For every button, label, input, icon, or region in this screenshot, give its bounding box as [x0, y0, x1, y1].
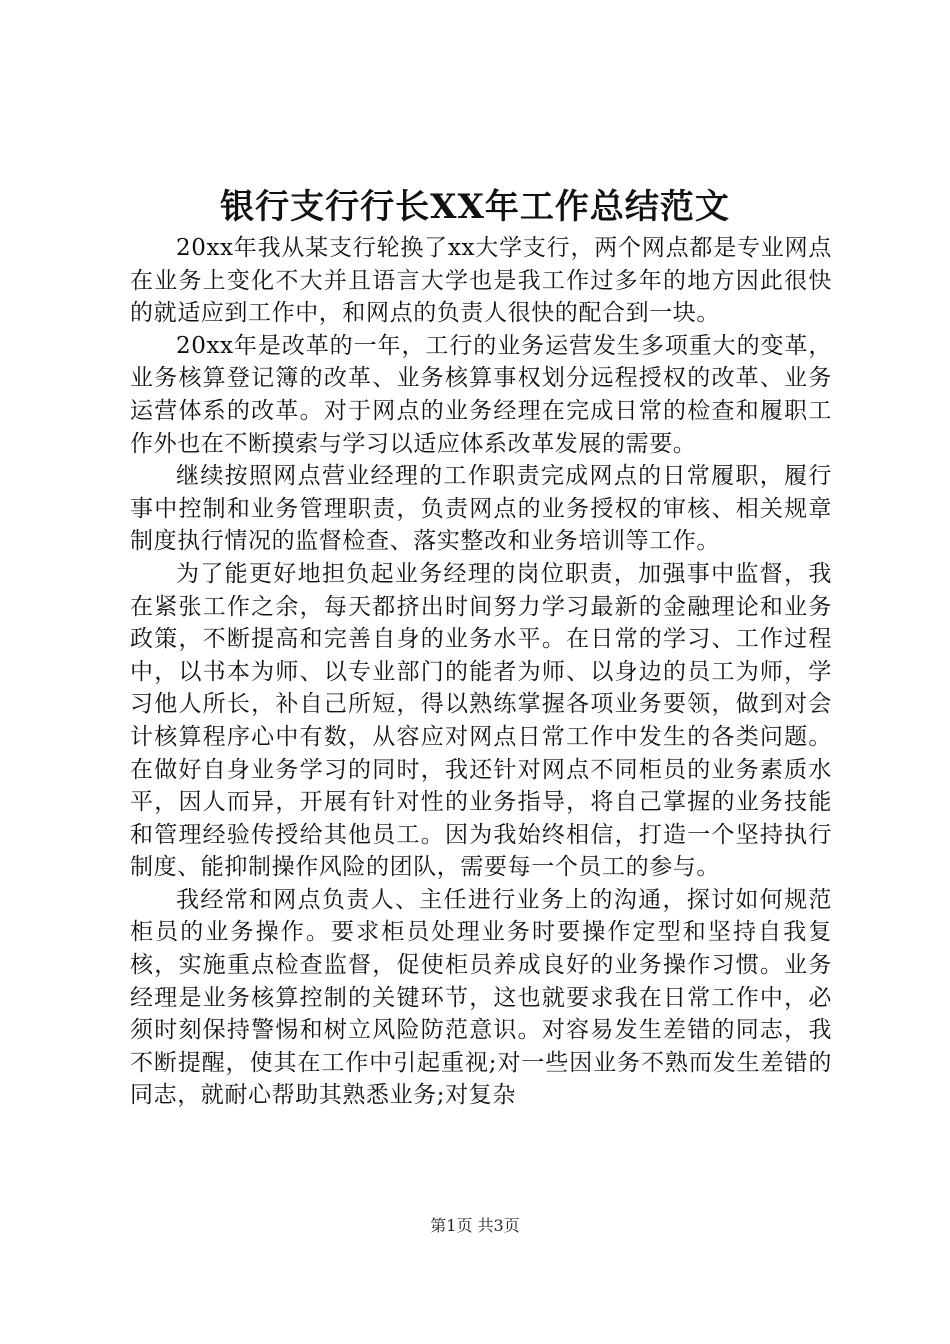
paragraph-5: 我经常和网点负责人、主任进行业务上的沟通，探讨如何规范柜员的业务操作。要求柜员处理业务时要操作定型和坚持自我复核，实施重点检查监督，促使柜员养成良好的业务操作习惯。业务经理是业务核算控制的关键环节，这也就要求我在日常工作中，必须时刻保持警惕和树立风险防范意识。对容易发生差错的同志，我不断提醒，使其在工作中引起重视;对一些因业务不熟而发生差错的同志，就耐心帮助其熟悉业务;对复杂 [130, 886, 832, 1109]
paragraph-1: 20xx年我从某支行轮换了xx大学支行，两个网点都是专业网点在业务上变化不大并且语言大学也是我工作过多年的地方因此很快的就适应到工作中，和网点的负责人很快的配合到一块。 [130, 235, 832, 327]
paragraph-3: 继续按照网点营业经理的工作职责完成网点的日常履职，履行事中控制和业务管理职责，负责网点的业务授权的审核、相关规章制度执行情况的监督检查、落实整改和业务培训等工作。 [130, 463, 832, 555]
page-number-footer: 第1页 共3页 [430, 1216, 520, 1235]
document-title: 银行支行行长XX年工作总结范文 [220, 187, 730, 227]
document-body [130, 232, 832, 1112]
paragraph-2: 20xx年是改革的一年，工行的业务运营发生多项重大的变革，业务核算登记簿的改革、业务核算事权划分远程授权的改革、业务运营体系的改革。对于网点的业务经理在完成日常的检查和履职工作外也在不断摸索与学习以适应体系改革发展的需要。 [130, 332, 832, 457]
paragraph-4: 为了能更好地担负起业务经理的岗位职责，加强事中监督，我在紧张工作之余，每天都挤出时间努力学习最新的金融理论和业务政策，不断提高和完善自身的业务水平。在日常的学习、工作过程中，以书本为师、以专业部门的能者为师、以身边的员工为师，学习他人所长，补自己所短，得以熟练掌握各项业务要领，做到对会计核算程序心中有数，从容应对网点日常工作中发生的各类问题。在做好自身业务学习的同时，我还针对网点不同柜员的业务素质水平，因人而异，开展有针对性的业务指导，将自己掌握的业务技能和管理经验传授给其他员工。因为我始终相信，打造一个坚持执行制度、能抑制操作风险的团队，需要每一个员工的参与。 [130, 560, 832, 881]
